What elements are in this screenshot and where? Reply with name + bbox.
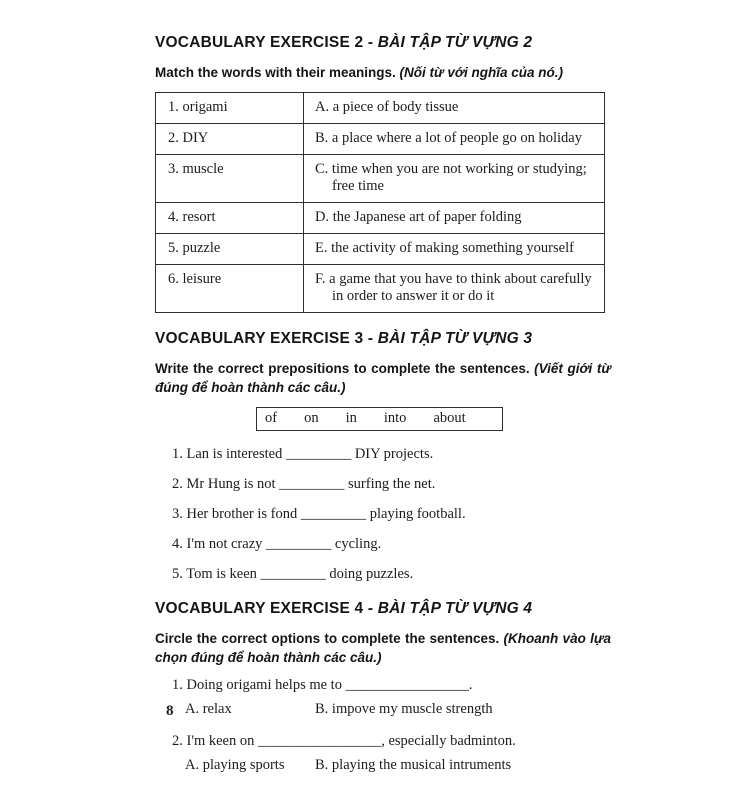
- page-number: 8: [166, 703, 174, 719]
- table-row: [156, 234, 605, 265]
- option-a: A. playing sports: [185, 757, 285, 773]
- question-text: 2. I'm keen on _________________, especially badminton.: [172, 733, 516, 749]
- multiple-choice-question: [155, 677, 611, 718]
- word-bank-box: [256, 407, 503, 431]
- meaning-cell: B. a place where a lot of people go on holiday: [304, 124, 605, 155]
- word-bank-item: of: [265, 410, 278, 426]
- exercise-4-instruction-en: Circle the correct options to complete the sentences.: [155, 631, 504, 646]
- meaning-cell: F. a game that you have to think about carefully in order to answer it or do it: [304, 265, 605, 313]
- exercise-2-instruction-en: Match the words with their meanings.: [155, 65, 400, 80]
- question-text: 1. Doing origami helps me to _________________.: [172, 677, 473, 693]
- word-cell: 3. muscle: [156, 155, 304, 203]
- exercise-4-title-vi: BÀI TẬP TỪ VỰNG 4: [377, 600, 533, 617]
- word-cell: 1. origami: [156, 93, 304, 124]
- fill-in-sentence: 4. I'm not crazy _________ cycling.: [172, 536, 382, 552]
- exercise-2-section: [155, 34, 611, 313]
- word-bank-item: about: [433, 410, 466, 426]
- meaning-cell: C. time when you are not working or studying; free time: [304, 155, 605, 203]
- word-cell: 6. leisure: [156, 265, 304, 313]
- question-options: [155, 757, 611, 774]
- fill-in-sentence: 5. Tom is keen _________ doing puzzles.: [172, 566, 414, 582]
- exercise-3-instruction-vi: (Viết giới từ đúng để hoàn thành các câu.): [155, 361, 611, 395]
- exercise-3-section: [155, 330, 611, 583]
- exercise-2-title-vi: BÀI TẬP TỪ VỰNG 2: [377, 34, 533, 51]
- option-b: B. playing the musical intruments: [315, 757, 512, 773]
- exercise-2-title-en: VOCABULARY EXERCISE 2 -: [155, 34, 378, 51]
- exercise-3-instruction: [155, 359, 611, 397]
- question-options: [155, 701, 611, 718]
- fill-in-sentence: 3. Her brother is fond _________ playing football.: [172, 506, 466, 522]
- exercise-4-section: [155, 600, 611, 774]
- meaning-cell: E. the activity of making something yourself: [304, 234, 605, 265]
- exercise-3-instruction-en: Write the correct prepositions to complete the sentences.: [155, 361, 535, 376]
- exercise-2-title: [155, 34, 611, 52]
- exercise-4-title: [155, 600, 611, 618]
- exercise-2-instruction: [155, 63, 611, 82]
- page-content: [155, 34, 611, 789]
- word-bank-item: on: [304, 410, 319, 426]
- fill-in-sentence: 2. Mr Hung is not _________ surfing the net.: [172, 476, 436, 492]
- word-cell: 5. puzzle: [156, 234, 304, 265]
- table-row: [156, 124, 605, 155]
- exercise-4-instruction-vi: (Khoanh vào lựa chọn đúng để hoàn thành các câu.): [155, 631, 611, 665]
- word-cell: 2. DIY: [156, 124, 304, 155]
- word-cell: 4. resort: [156, 203, 304, 234]
- fill-in-sentence: 1. Lan is interested _________ DIY projects.: [172, 446, 434, 462]
- matching-table: [155, 92, 605, 313]
- word-bank-item: in: [345, 410, 357, 426]
- word-bank-item: into: [383, 410, 407, 426]
- exercise-3-title: [155, 330, 611, 348]
- meaning-cell: D. the Japanese art of paper folding: [304, 203, 605, 234]
- option-b: B. impove my muscle strength: [315, 701, 493, 717]
- exercise-4-instruction: [155, 629, 611, 667]
- table-row: [156, 203, 605, 234]
- table-row: [156, 155, 605, 203]
- exercise-3-title-vi: BÀI TẬP TỪ VỰNG 3: [377, 330, 533, 347]
- exercise-2-instruction-vi: (Nối từ với nghĩa của nó.): [399, 65, 563, 80]
- option-a: A. relax: [185, 701, 232, 717]
- table-row: [156, 93, 605, 124]
- exercise-3-title-en: VOCABULARY EXERCISE 3 -: [155, 330, 378, 347]
- table-row: [156, 265, 605, 313]
- meaning-cell: A. a piece of body tissue: [304, 93, 605, 124]
- exercise-4-title-en: VOCABULARY EXERCISE 4 -: [155, 600, 378, 617]
- multiple-choice-question: [155, 733, 611, 774]
